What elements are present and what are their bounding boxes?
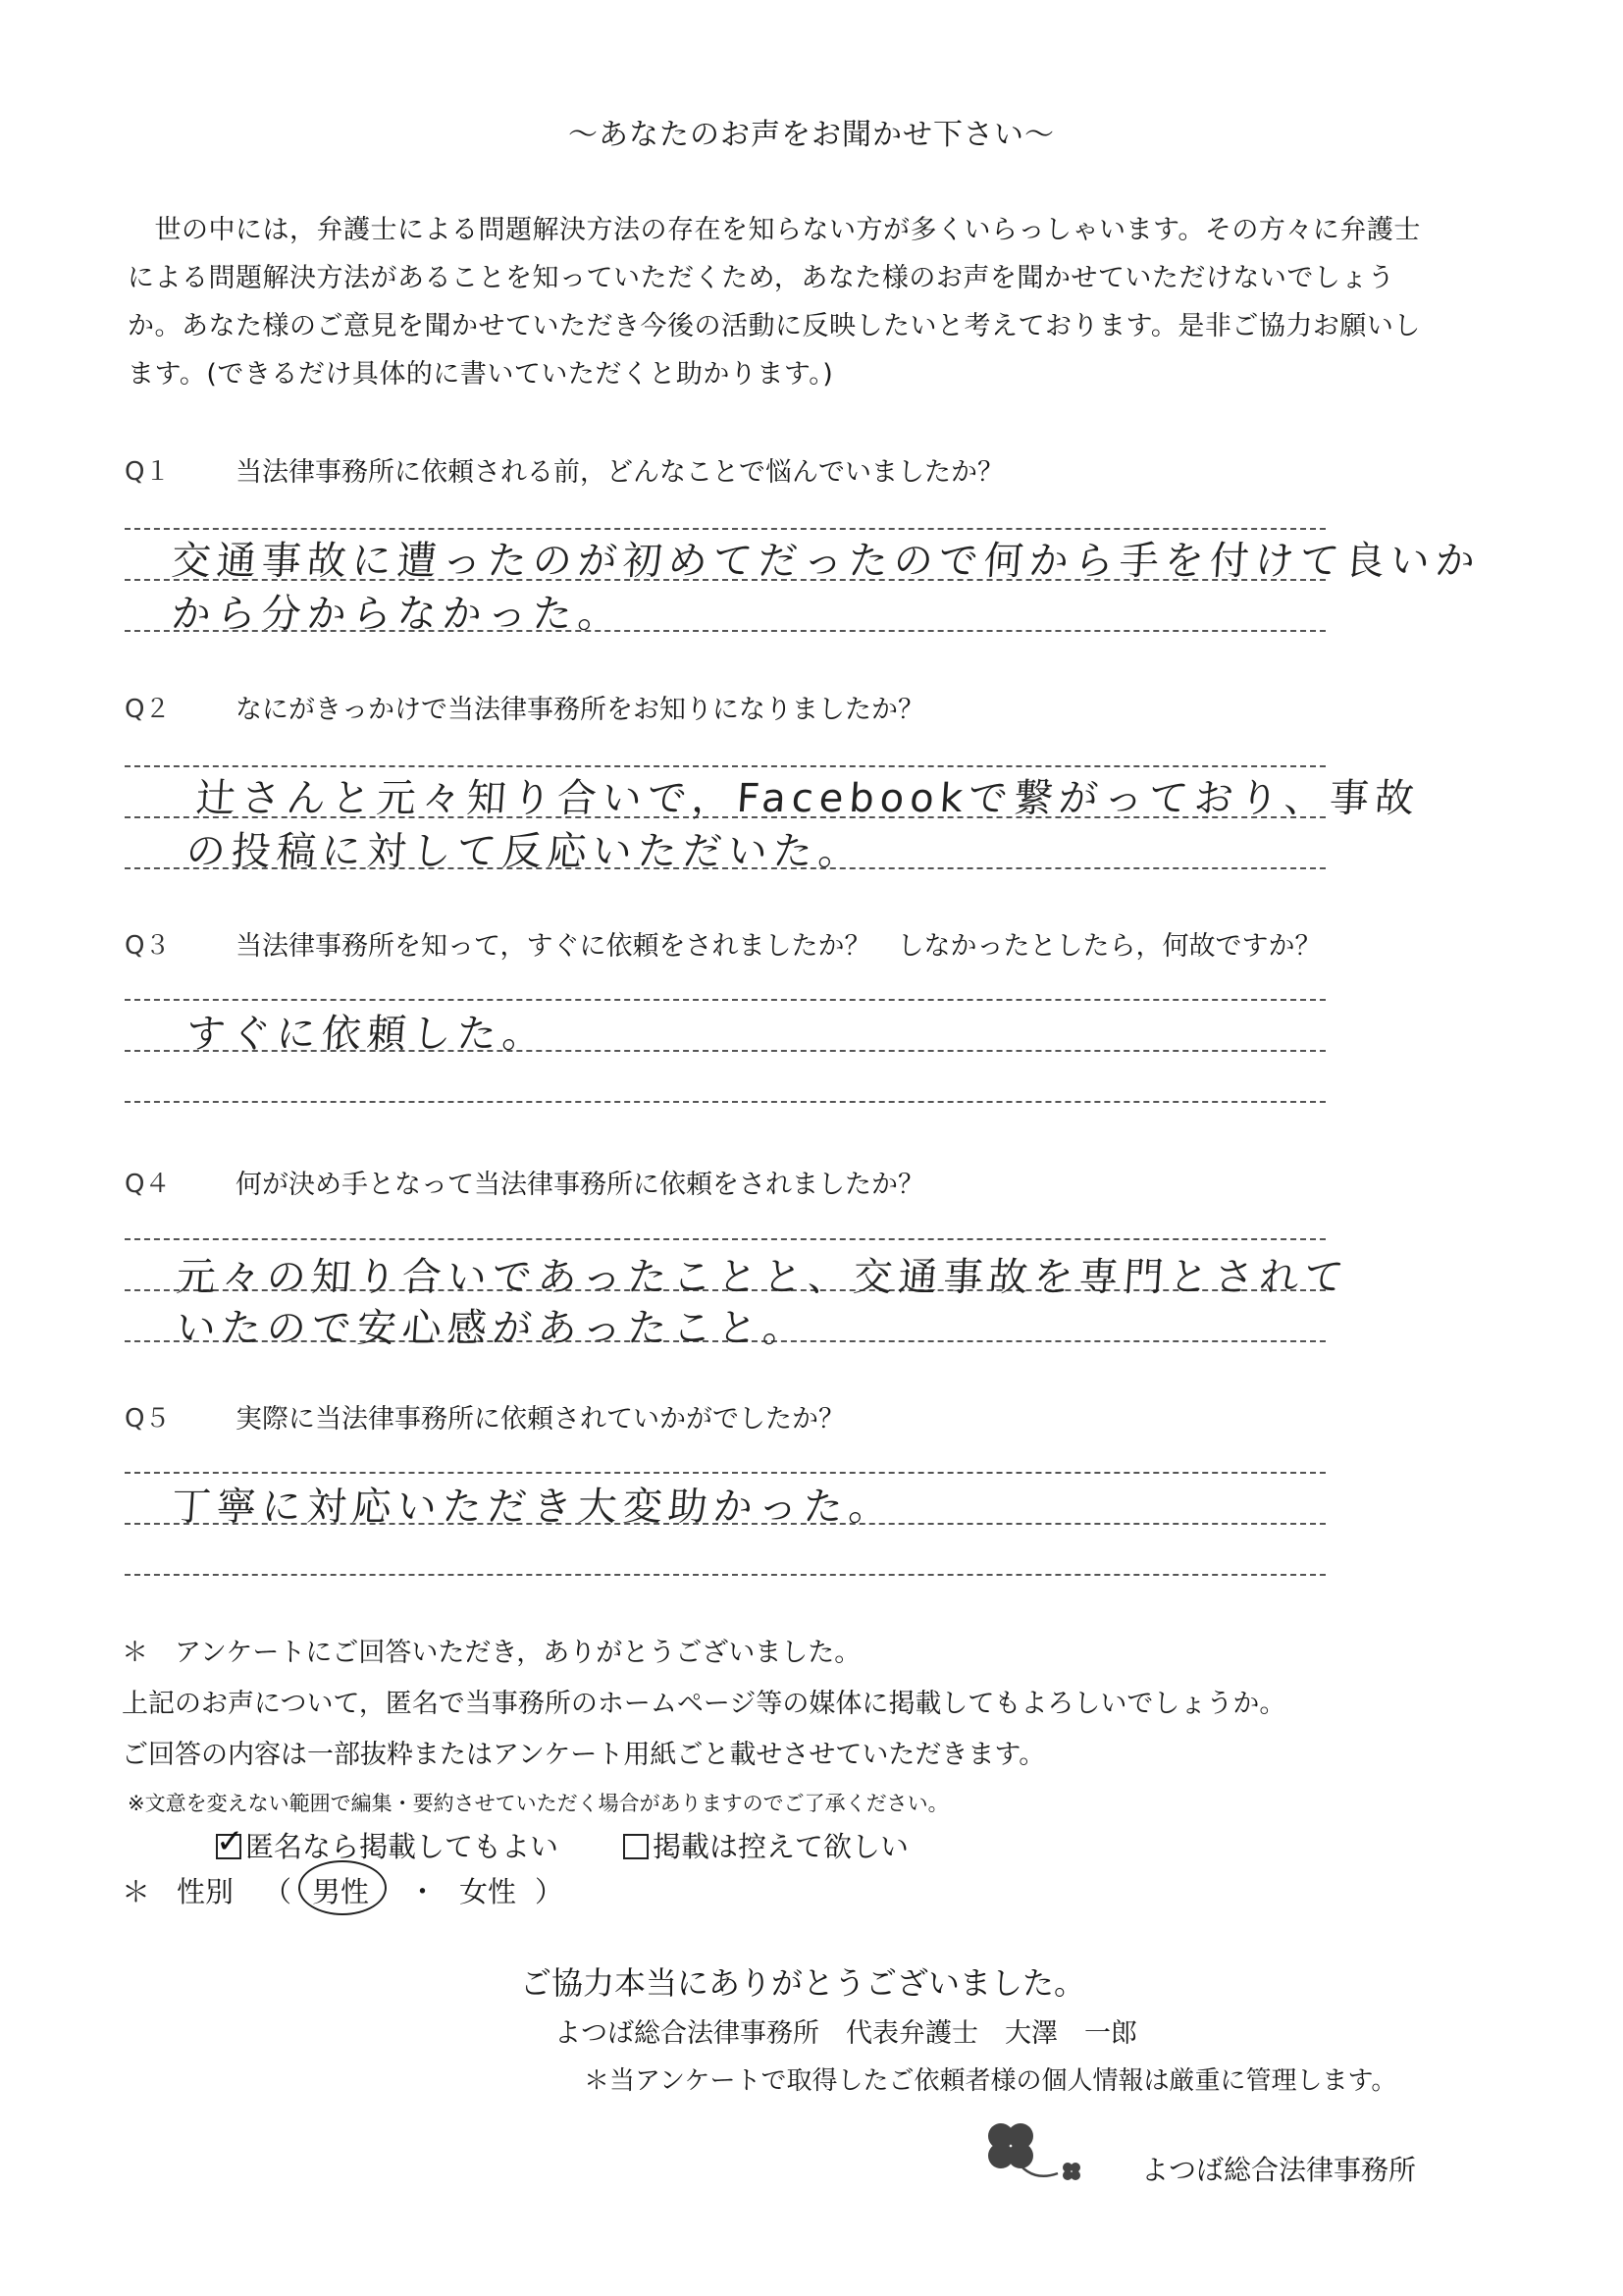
intro-line: ます。(できるだけ具体的に書いていただくと助かります。) [128, 359, 834, 390]
question-text: 当法律事務所を知って，すぐに依頼をされましたか？ しなかったとしたら，何故ですか？ [236, 931, 1322, 962]
handwritten-answer: すぐに依頼した。 [184, 1012, 550, 1057]
answer-line [125, 1238, 1326, 1240]
gender-label: 性別 [177, 1875, 235, 1908]
handwritten-answer: 辻さんと元々知り合いで，Facebookで繋がっており、事故 [194, 776, 1422, 821]
intro-line: による問題解決方法があることを知っていただくため，あなた様のお声を聞かせていただけないでしょう [128, 263, 1395, 293]
answer-line [125, 999, 1326, 1001]
gender-option-female[interactable]: 女性 [459, 1875, 517, 1908]
checkbox-anonymous-ok[interactable] [216, 1822, 244, 1861]
handwritten-answer: の投稿に対して反応いただいた。 [184, 829, 865, 874]
question-text: 何が決め手となって当法律事務所に依頼をされましたか？ [236, 1170, 924, 1200]
option-decline[interactable] [623, 1825, 909, 1865]
firm-signature-line: よつば総合法律事務所 代表弁護士 大澤 一郎 [554, 2018, 1137, 2049]
footer-thanks: ご協力本当にありがとうございました。 [520, 1964, 1086, 2002]
intro-line: か。あなた様のご意見を聞かせていただき今後の活動に反映したいと考えております。是非ご協力お願いし [128, 311, 1421, 341]
answer-line [125, 1101, 1326, 1103]
handwritten-answer: 丁寧に対応いただき大変助かった。 [170, 1485, 896, 1530]
clover-icon [971, 2114, 1109, 2193]
editing-note: ※文意を変えない範囲で編集・要約させていただく場合がありますのでご了承ください。 [128, 1792, 949, 1815]
intro-line: 世の中には，弁護士による問題解決方法の存在を知らない方が多くいらっしゃいます。その方々に弁護士 [128, 215, 1421, 245]
option-anonymous-ok[interactable] [216, 1822, 559, 1865]
option-label: 匿名なら掲載してもよい [245, 1830, 559, 1863]
answer-line [125, 1472, 1326, 1474]
thanks-line: ＊ アンケートにご回答いただき，ありがとうございました。 [122, 1638, 862, 1668]
option-label: 掲載は控えて欲しい [653, 1830, 910, 1863]
firm-logo-text: よつば総合法律事務所 [1141, 2154, 1417, 2186]
question-text: なにがきっかけで当法律事務所をお知りになりましたか？ [236, 695, 924, 725]
handwritten-answer: 元々の知り合いであったことと、交通事故を専門とされて [175, 1255, 1351, 1300]
gender-option-male[interactable]: 男性 [312, 1875, 370, 1908]
gender-paren-open: （ [263, 1875, 292, 1908]
publication-note: ご回答の内容は一部抜粋またはアンケート用紙ごと載せさせていただきます。 [122, 1740, 1046, 1770]
privacy-note: ＊当アンケートで取得したご依頼者様の個人情報は厳重に管理します。 [584, 2066, 1397, 2096]
question-text: 実際に当法律事務所に依頼されていかがでしたか？ [236, 1404, 845, 1435]
gender-star: ＊ [122, 1875, 151, 1908]
gender-paren-close: ） [535, 1875, 564, 1908]
question-number: Q４ [125, 1170, 171, 1199]
gender-separator: ・ [408, 1875, 438, 1908]
question-number: Q３ [125, 931, 171, 961]
handwritten-answer: から分からなかった。 [170, 592, 625, 637]
question-number: Q２ [125, 695, 171, 724]
page-title: 〜あなたのお声をお聞かせ下さい〜 [568, 118, 1055, 152]
selection-circle [298, 1860, 387, 1915]
checkbox-decline[interactable] [623, 1834, 649, 1859]
question-number: Q１ [125, 457, 171, 487]
answer-line [125, 1574, 1326, 1576]
checkmark-icon: ✓ [216, 1822, 244, 1861]
handwritten-answer: いたので安心感があったこと。 [175, 1306, 810, 1351]
question-number: Q５ [125, 1404, 171, 1434]
publication-question: 上記のお声について，匿名で当事務所のホームページ等の媒体に掲載してもよろしいでしょうか。 [122, 1689, 1286, 1719]
question-text: 当法律事務所に依頼される前，どんなことで悩んでいましたか？ [236, 457, 1004, 488]
handwritten-answer: 交通事故に遭ったのが初めてだったので何から手を付けて良いか [170, 539, 1483, 584]
intro-paragraph [128, 206, 1501, 398]
